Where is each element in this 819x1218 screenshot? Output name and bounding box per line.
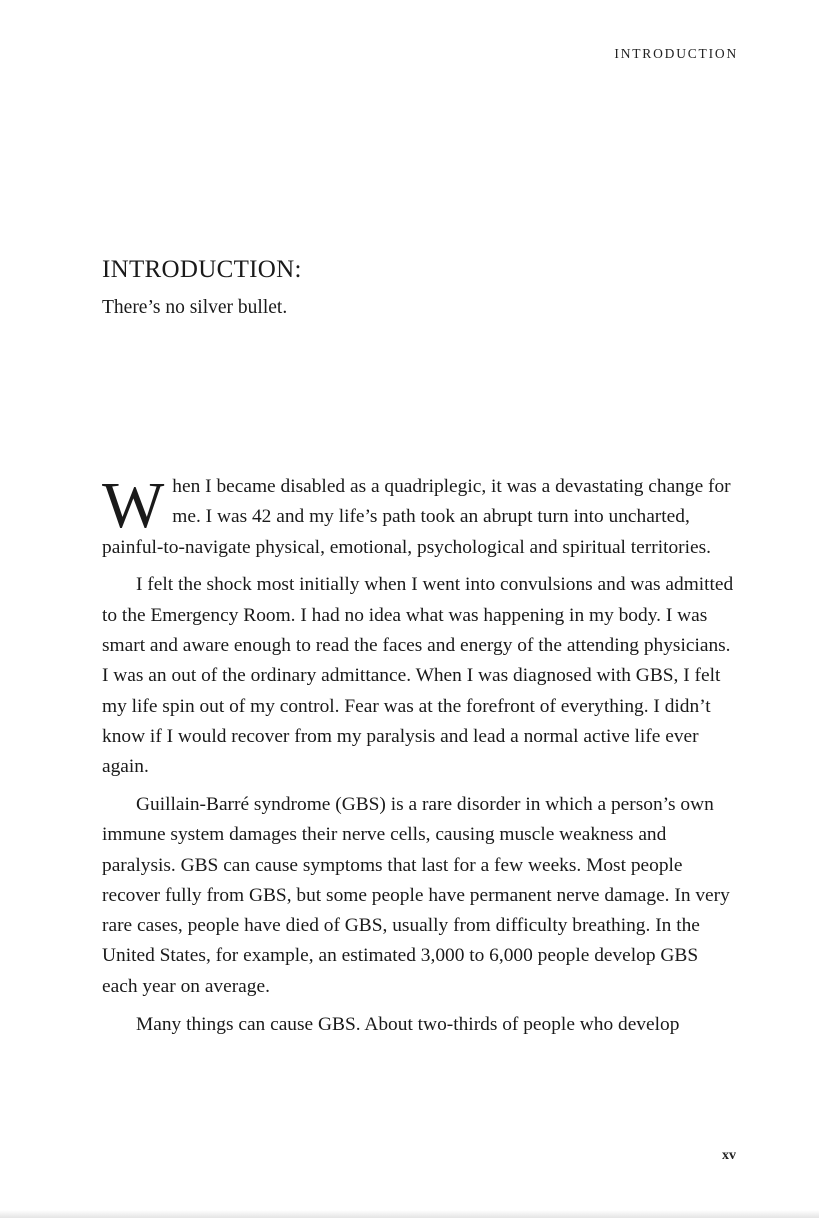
paragraph <box>102 469 738 563</box>
paragraph-text: hen I became disabled as a quadriplegic, it was a devastating change for me. I was 42 and my life’s path took an abrupt turn into uncharted, painful-to-navigate physical, emotional, psychological and spiritual territories. <box>102 476 731 558</box>
chapter-subtitle: There’s no silver bullet. <box>102 297 288 318</box>
paragraph: I felt the shock most initially when I went into convulsions and was admitted to the Emergency Room. I had no idea what was happening in my body. I was smart and aware enough to read the faces and energy of the attending physicians. I was an out of the ordinary admittance. When I was diagnosed with GBS, I felt my life spin out of my control. Fear was at the forefront of everything. I didn’t know if I would recover from my paralysis and lead a normal active life ever again. <box>102 574 734 778</box>
paragraph: Guillain-Barré syndrome (GBS) is a rare disorder in which a person’s own immune system damages their nerve cells, causing muscle weakness and paralysis. GBS can cause symptoms that last for a few weeks. Most people recover fully from GBS, but some people have permanent nerve damage. In very rare cases, people have died of GBS, usually from difficulty breathing. In the United States, for example, an estimated 3,000 to 6,000 people develop GBS each year on average. <box>102 793 730 997</box>
body-text <box>102 469 738 1047</box>
drop-cap: W <box>102 469 165 542</box>
running-head: INTRODUCTION <box>614 46 738 61</box>
page-number: xv <box>722 1148 736 1163</box>
page-edge-shadow <box>0 1210 819 1218</box>
chapter-title: INTRODUCTION: <box>102 256 302 283</box>
paragraph: Many things can cause GBS. About two-thirds of people who develop <box>136 1013 680 1035</box>
